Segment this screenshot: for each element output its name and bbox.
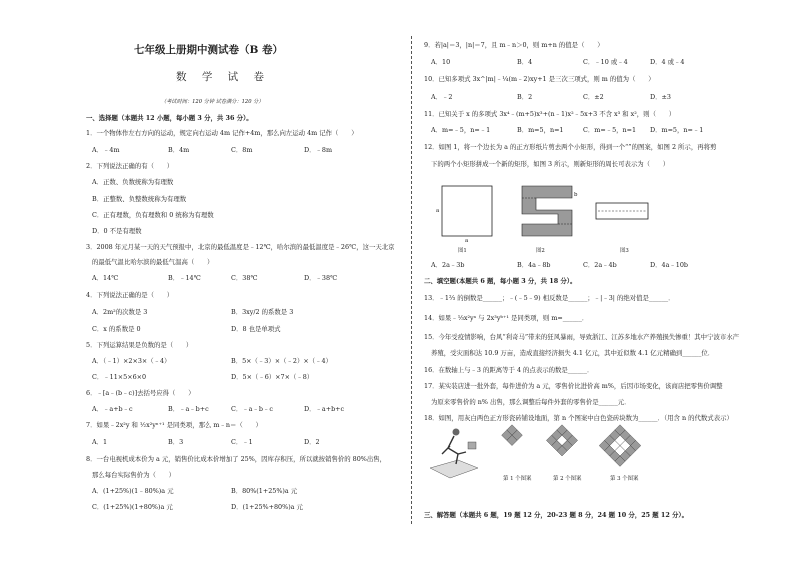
question-8: 8．一台电视机成本价为 a 元，销售价比成本价增加了 25%，因库存积压，所以就按销售价的 80%出售， xyxy=(86,455,387,463)
q9-option-a: A．10 xyxy=(431,58,451,66)
question-7: 7．如果﹣2x²y 和 ½x²yⁿ⁺¹ 是同类项，那么 m﹣n＝（ ） xyxy=(86,421,262,429)
fig1-square xyxy=(442,186,492,236)
q3-option-a: A．14℃ xyxy=(92,274,119,282)
q11-option-a: A．m=﹣5，n=﹣1 xyxy=(431,126,491,134)
column-divider xyxy=(411,36,412,524)
section-3-heading: 三、解答题（本题共 6 题，19 题 12 分，20-23 题 8 分，24 题 10 分，25 题 12 分）。 xyxy=(424,511,689,519)
question-1: 1．一个物体作左右方向的运动，规定向右运动 4m 记作+4m，那么向左运动 4m 记作（ ） xyxy=(86,129,358,137)
fig2-label-b: b xyxy=(574,192,578,198)
q3-option-d: D．﹣38℃ xyxy=(304,274,338,282)
question-15-cont: 养殖，受灾面积达 10.9 万亩，造成直接经济损失 4.1 亿元，其中近似数 4.1 亿元精确到______位． xyxy=(431,349,715,357)
q8-option-a: A．(1+25%)(1﹣80%)a 元 xyxy=(92,487,174,495)
question-9: 9．若|a|＝3，|n|＝7，且 m﹣n＞0，则 m+n 的值是（ ） xyxy=(424,41,604,49)
pattern-1-label: 第 1 个图案 xyxy=(503,476,532,482)
question-17: 17．某实装店进一批外套，每件进价为 a 元，零售价比进价高 m%，后因市场变化，该商店把零售价调整 xyxy=(424,382,723,390)
q12-option-b: B．4a﹣8b xyxy=(517,261,551,269)
q1-option-a: A．﹣4m xyxy=(92,146,120,154)
q11-option-d: D．m=5，n=﹣1 xyxy=(650,126,704,134)
q4-option-c: C．x 的系数是 0 xyxy=(92,325,141,333)
q11-option-b: B．m=5，n=1 xyxy=(517,126,564,134)
q9-option-b: B．4 xyxy=(517,58,533,66)
question-3-cont: 的最低气温比哈尔滨的最低气温高（ ） xyxy=(92,258,214,266)
page-subtitle: 数 学 试 卷 xyxy=(176,71,271,83)
q12-figures xyxy=(426,176,666,256)
q8-option-c: C．(1+25%)(1+80%)a 元 xyxy=(92,503,173,511)
question-11: 11．已知关于 x 的多项式 3x⁴﹣(m+5)x³+(n﹣1)x²﹣5x+3 不含 x³ 和 x²，则（ ） xyxy=(424,110,676,118)
question-2: 2．下列说法正确的有（ ） xyxy=(86,162,174,170)
q5-option-a: A．（﹣1）×2×3×（﹣4） xyxy=(92,357,171,365)
q5-option-c: C．﹣11×5×6×0 xyxy=(92,373,147,381)
q7-option-a: A．1 xyxy=(92,438,108,446)
fig1-side-a: a xyxy=(436,208,440,214)
page-title: 七年级上册期中测试卷（B 卷） xyxy=(134,44,284,56)
q1-option-d: D．﹣8m xyxy=(304,146,333,154)
question-4: 4．下列说法正确的是（ ） xyxy=(86,291,174,299)
q5-option-b: B．5×（﹣3）×（﹣2）×（﹣4） xyxy=(231,357,332,365)
fig2-label: 图2 xyxy=(536,248,545,254)
question-6: 6．﹣[a﹣(b﹣c)]去括号应得（ ） xyxy=(86,389,195,397)
question-3: 3．2008 年元月某一天的天气预报中，北京的最低温度是﹣12℃，哈尔滨的最低温度是﹣26℃，这一天北京 xyxy=(86,243,395,251)
q10-option-c: C．±2 xyxy=(583,93,604,101)
q6-option-c: C．﹣a﹣b﹣c xyxy=(231,405,273,413)
worker-illustration xyxy=(430,429,478,479)
q2-option-d: D．0 不是有理数 xyxy=(92,227,142,235)
q8-option-b: B．80%(1+25%)a 元 xyxy=(231,487,298,495)
question-18: 18．如图，用灰白两色正方形瓷砖铺设地面，第 n 个图案中白色瓷砖块数为______．（用含 n 的代数式表示） xyxy=(424,414,733,422)
q10-option-a: A．﹣2 xyxy=(431,93,453,101)
pattern-2-label: 第 2 个图案 xyxy=(553,476,582,482)
question-5: 5．下列运算结果是负数的是（ ） xyxy=(86,341,193,349)
question-8-cont: 那么每台实际售价为（ ） xyxy=(92,471,176,479)
fig3-label: 图3 xyxy=(620,248,629,254)
question-17-cont: 为原来零售价的 n% 出售，那么调整后每件外套的零售价是______元． xyxy=(431,398,631,406)
q11-option-c: C．m=﹣5，n=1 xyxy=(583,126,637,134)
q7-option-d: D．2 xyxy=(304,438,320,446)
question-12: 12．如图 1，将一个边长为 a 的正方形纸片剪去两个小矩形，得到一个“”的图案，如图 2 所示，再将剪 xyxy=(424,143,717,151)
q1-option-b: B．4m xyxy=(168,146,190,154)
q9-option-c: C．﹣10 或﹣4 xyxy=(583,58,628,66)
fig1-bottom-a: a xyxy=(465,238,469,244)
q4-option-d: D．8 也是单项式 xyxy=(231,325,281,333)
q3-option-c: C．38℃ xyxy=(231,274,258,282)
q2-option-a: A．正数、负数统称为有理数 xyxy=(92,178,174,186)
q6-option-a: A．﹣a+b﹣c xyxy=(92,405,133,413)
q4-option-a: A．2m²的次数是 3 xyxy=(92,308,148,316)
q10-option-b: B．2 xyxy=(517,93,533,101)
fig1-label: 图1 xyxy=(458,248,467,254)
section-1-heading: 一、选择题（本题共 12 小题，每小题 3 分，共 36 分）。 xyxy=(86,114,253,122)
question-13: 13．﹣1⅔ 的倒数是______；﹣(﹣5﹣9) 相反数是______；﹣|﹣3| 的绝对值是______． xyxy=(424,294,675,302)
q9-option-d: D．4 或﹣4 xyxy=(650,58,685,66)
q6-option-b: B．﹣a﹣b+c xyxy=(168,405,209,413)
q2-option-c: C．正有理数，负有理数和 0 统称为有理数 xyxy=(92,211,214,219)
pattern-3-label: 第 3 个图案 xyxy=(610,476,639,482)
q4-option-b: B．3xy/2 的系数是 3 xyxy=(231,308,294,316)
question-16: 16．在数轴上与﹣3 的距离等于 4 的点表示的数是______． xyxy=(424,366,594,374)
q12-option-a: A．2a﹣3b xyxy=(431,261,465,269)
fig2-s-shape xyxy=(522,186,572,236)
q10-option-d: D．±3 xyxy=(650,93,671,101)
q8-option-d: D．(1+25%+80%)a 元 xyxy=(231,503,303,511)
q1-option-c: C．8m xyxy=(231,146,253,154)
q5-option-d: D．5×（﹣6）×7×（﹣8） xyxy=(231,373,314,381)
exam-info: （考试时间：120 分钟 试卷满分：120 分） xyxy=(161,99,264,105)
q7-option-b: B．3 xyxy=(168,438,184,446)
question-15: 15．今年受疫情影响，台风“利奇马”带来的狂风暴雨，导致浙江、江苏多地水产养殖损失惨重！其中宁波市水产 xyxy=(424,333,740,341)
q2-option-b: B．正整数、负整数统称为有理数 xyxy=(92,195,187,203)
q6-option-d: D．﹣a+b+c xyxy=(304,405,345,413)
q3-option-b: B．﹣14℃ xyxy=(168,274,201,282)
question-12-cont: 下的两个小矩形拼成一个新的矩形，如图 3 所示，则新矩形的周长可表示为（ ） xyxy=(431,160,670,168)
q12-option-d: D．4a﹣10b xyxy=(650,261,689,269)
question-10: 10．已知多项式 3x^|m|﹣¼(m﹣2)xy+1 是三次三项式，则 m 的值为（ ） xyxy=(424,75,655,83)
q7-option-c: C．﹣1 xyxy=(231,438,253,446)
question-14: 14．如果﹣⅓x²yᵃ 与 2x³yᵇ⁺¹ 是同类项，则 m=______． xyxy=(424,314,589,322)
q12-option-c: C．2a﹣4b xyxy=(583,261,617,269)
section-2-heading: 二、填空题(本题共 6 题，每小题 3 分，共 18 分）。 xyxy=(424,277,577,285)
